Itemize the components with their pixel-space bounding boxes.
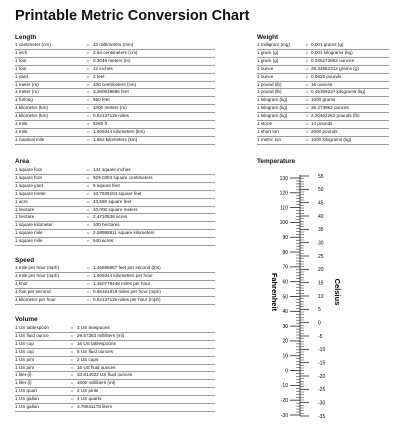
weight-row (257, 97, 389, 105)
length-row (15, 105, 215, 113)
fahrenheit-tick-label: -30 (280, 412, 288, 419)
to-unit: 12 inches (93, 65, 215, 73)
to-unit: 16 US fluid ounces (77, 364, 215, 372)
speed-table (15, 265, 215, 305)
to-unit: 3.78541178 liters (77, 404, 215, 412)
to-unit: 14 pounds (311, 121, 389, 129)
fahrenheit-tick-label: 90 (282, 235, 288, 242)
weight-row (257, 81, 389, 89)
from-unit: 1 US gallon (15, 396, 67, 404)
length-row (15, 81, 215, 89)
from-unit: 1 ounce (257, 65, 303, 73)
from-unit: 1 centimeter (cm) (15, 42, 83, 49)
volume-row (15, 364, 215, 372)
celsius-tick-label: -10 (318, 347, 326, 354)
from-unit: 1 square kilometer (15, 222, 83, 230)
to-unit: 1000 grams (311, 97, 389, 105)
celsius-tick-label: 30 (318, 240, 324, 247)
weight-row (257, 89, 389, 97)
fahrenheit-tick-label: 70 (282, 264, 288, 271)
equals-sign: = (83, 206, 93, 214)
to-unit: 1.46666667 feet per second (fps) (93, 265, 215, 272)
celsius-tick-label: 20 (318, 267, 324, 274)
to-unit: 8 US fluid ounces (77, 348, 215, 356)
celsius-tick-label: 0 (318, 320, 321, 327)
from-unit: 1 US cup (15, 340, 67, 348)
length-row (15, 121, 215, 129)
from-unit: 1 square mile (15, 238, 83, 246)
from-unit: 1 liter (l) (15, 380, 67, 388)
to-unit: 43,560 square feet (93, 198, 215, 206)
from-unit: 1 acre (15, 198, 83, 206)
celsius-tick-label: -20 (318, 373, 326, 380)
fahrenheit-tick-label: 80 (282, 249, 288, 256)
to-unit: 16 ounces (311, 81, 389, 89)
area-row (15, 238, 215, 246)
from-unit: 1 meter (m) (15, 89, 83, 97)
to-unit: 10.7639104 square feet (93, 190, 215, 198)
from-unit: 1 kilogram (kg) (257, 97, 303, 105)
from-unit: 1 liter (l) (15, 372, 67, 380)
length-heading: Length (15, 34, 37, 41)
speed-row (15, 288, 215, 296)
volume-row (15, 325, 215, 332)
area-row (15, 190, 215, 198)
speed-row (15, 280, 215, 288)
from-unit: 1 kilometer (km) (15, 113, 83, 121)
celsius-tick-label: -25 (318, 387, 326, 394)
equals-sign: = (303, 89, 311, 97)
from-unit: 1 foot (15, 65, 83, 73)
to-unit: 2.4710538 acres (93, 214, 215, 222)
temperature-heading: Temperature (257, 158, 296, 165)
to-unit: 100 hectares (93, 222, 215, 230)
speed-row (15, 296, 215, 304)
from-unit: 1 square mile (15, 230, 83, 238)
from-unit: 1 US gallon (15, 404, 67, 412)
to-unit: 4 US quarts (77, 396, 215, 404)
weight-heading: Weight (257, 34, 279, 41)
equals-sign: = (83, 65, 93, 73)
volume-row (15, 372, 215, 380)
length-row (15, 128, 215, 136)
to-unit: 640 acres (93, 238, 215, 246)
to-unit: 1.609344 kilometers per hour (93, 272, 215, 280)
equals-sign: = (83, 214, 93, 222)
to-unit: 9 square feet (93, 182, 215, 190)
fahrenheit-tick-label: 60 (282, 279, 288, 286)
equals-sign: = (67, 356, 77, 364)
equals-sign: = (83, 230, 93, 238)
equals-sign: = (303, 113, 311, 121)
equals-sign: = (83, 280, 93, 288)
weight-row (257, 49, 389, 57)
from-unit: 1 foot per second (15, 288, 83, 296)
to-unit: 33.814022 US fluid ounces (77, 372, 215, 380)
equals-sign: = (67, 332, 77, 340)
equals-sign: = (83, 128, 93, 136)
fahrenheit-tick-label: 120 (279, 190, 288, 197)
from-unit: 1 gram (g) (257, 57, 303, 65)
equals-sign: = (83, 265, 93, 272)
length-table (15, 42, 215, 145)
length-row (15, 97, 215, 105)
from-unit: 1 US pint (15, 364, 67, 372)
from-unit: 1 ounce (257, 73, 303, 81)
from-unit: 1 yard (15, 73, 83, 81)
equals-sign: = (303, 73, 311, 81)
equals-sign: = (83, 42, 93, 49)
to-unit: 28.34952312 grams (g) (311, 65, 389, 73)
volume-row (15, 348, 215, 356)
celsius-tick-label: -15 (318, 360, 326, 367)
area-heading: Area (15, 158, 30, 165)
fahrenheit-label: Fahrenheit (270, 272, 279, 312)
speed-row (15, 272, 215, 280)
length-row (15, 65, 215, 73)
celsius-tick-label: 5 (318, 307, 321, 314)
to-unit: 144 square inches (93, 167, 215, 174)
equals-sign: = (83, 81, 93, 89)
to-unit: 1.852 kilometers (km) (93, 136, 215, 144)
area-row (15, 198, 215, 206)
length-row (15, 42, 215, 49)
to-unit: 2 US pints (77, 388, 215, 396)
to-unit: 2.54 centimeters (cm) (93, 49, 215, 57)
from-unit: 1 mile per hour (mph) (15, 265, 83, 272)
equals-sign: = (83, 136, 93, 144)
to-unit: 2.20462262 pounds (lb) (311, 113, 389, 121)
from-unit: 1 mile per hour (mph) (15, 272, 83, 280)
area-row (15, 167, 215, 174)
to-unit: 35.273962 ounces (311, 105, 389, 113)
volume-row (15, 388, 215, 396)
equals-sign: = (67, 380, 77, 388)
equals-sign: = (83, 198, 93, 206)
to-unit: 5280 ft (93, 121, 215, 129)
equals-sign: = (303, 81, 311, 89)
to-unit: 3.280839895 feet (93, 89, 215, 97)
from-unit: 1 nautical mile (15, 136, 83, 144)
weight-row (257, 121, 389, 129)
from-unit: 1 square yard (15, 182, 83, 190)
volume-heading: Volume (15, 316, 38, 323)
celsius-tick-label: -35 (318, 413, 326, 420)
celsius-tick-label: -5 (318, 333, 323, 340)
equals-sign: = (67, 325, 77, 332)
from-unit: 1 knot (15, 280, 83, 288)
equals-sign: = (303, 65, 311, 73)
fahrenheit-tick-label: 10 (282, 353, 288, 360)
celsius-tick-label: 15 (318, 280, 324, 287)
weight-row (257, 105, 389, 113)
from-unit: 1 mile (15, 121, 83, 129)
equals-sign: = (303, 121, 311, 129)
volume-row (15, 340, 215, 348)
celsius-tick-label: 40 (318, 213, 324, 220)
fahrenheit-scale (280, 176, 300, 419)
fahrenheit-tick-label: 0 (285, 368, 288, 375)
equals-sign: = (67, 340, 77, 348)
equals-sign: = (83, 182, 93, 190)
fahrenheit-tick-label: -10 (280, 383, 288, 390)
from-unit: 1 pound (lb) (257, 89, 303, 97)
weight-table (257, 42, 389, 145)
to-unit: 3 US teaspoons (77, 325, 215, 332)
speed-row (15, 265, 215, 272)
from-unit: 1 mile (15, 128, 83, 136)
equals-sign: = (303, 57, 311, 65)
to-unit: 0.001 grams (g) (311, 42, 389, 49)
area-row (15, 230, 215, 238)
from-unit: 1 kilogram (kg) (257, 105, 303, 113)
length-row (15, 89, 215, 97)
from-unit: 1 inch (15, 49, 83, 57)
to-unit: 10,000 square meters (93, 206, 215, 214)
equals-sign: = (83, 49, 93, 57)
from-unit: 1 stone (257, 121, 303, 129)
equals-sign: = (303, 49, 311, 57)
equals-sign: = (67, 364, 77, 372)
to-unit: 929.0304 square centimeters (93, 174, 215, 182)
to-unit: 1.150779448 miles per hour (93, 280, 215, 288)
equals-sign: = (83, 296, 93, 304)
equals-sign: = (83, 222, 93, 230)
equals-sign: = (83, 174, 93, 182)
from-unit: 1 kilogram (kg) (257, 113, 303, 121)
to-unit: 1000 kilograms (kg) (311, 136, 389, 144)
celsius-tick-label: -30 (318, 400, 326, 407)
area-row (15, 206, 215, 214)
equals-sign: = (67, 396, 77, 404)
to-unit: 3 feet (93, 73, 215, 81)
equals-sign: = (83, 73, 93, 81)
from-unit: 1 gram (g) (257, 49, 303, 57)
to-unit: 29.57353 milliliters (ml) (77, 332, 215, 340)
length-row (15, 73, 215, 81)
area-row (15, 222, 215, 230)
equals-sign: = (83, 57, 93, 65)
from-unit: 1 square meter (15, 190, 83, 198)
weight-row (257, 136, 389, 144)
fahrenheit-tick-label: 100 (279, 220, 288, 227)
from-unit: 1 square foot (15, 174, 83, 182)
equals-sign: = (67, 348, 77, 356)
volume-row (15, 380, 215, 388)
equals-sign: = (83, 113, 93, 121)
to-unit: 1.609344 kilometers (km) (93, 128, 215, 136)
equals-sign: = (83, 238, 93, 246)
fahrenheit-tick-label: 50 (282, 294, 288, 301)
weight-row (257, 113, 389, 121)
area-row (15, 214, 215, 222)
equals-sign: = (83, 89, 93, 97)
equals-sign: = (67, 388, 77, 396)
area-table (15, 167, 215, 246)
to-unit: 2000 pounds (311, 128, 389, 136)
equals-sign: = (303, 97, 311, 105)
from-unit: 1 foot (15, 57, 83, 65)
equals-sign: = (83, 288, 93, 296)
celsius-tick-label: 50 (318, 187, 324, 194)
celsius-tick-label: 35 (318, 227, 324, 234)
weight-row (257, 65, 389, 73)
equals-sign: = (83, 105, 93, 113)
from-unit: 1 furlong (15, 97, 83, 105)
to-unit: 0.68181818 miles per hour (mph) (93, 288, 215, 296)
from-unit: 1 short ton (257, 128, 303, 136)
area-row (15, 182, 215, 190)
fahrenheit-tick-label: 20 (282, 338, 288, 345)
equals-sign: = (303, 128, 311, 136)
equals-sign: = (67, 404, 77, 412)
to-unit: 1000 milliliters (ml) (77, 380, 215, 388)
from-unit: 1 hectare (15, 206, 83, 214)
from-unit: 1 US pint (15, 356, 67, 364)
from-unit: 1 US fluid ounce (15, 332, 67, 340)
celsius-tick-label: 10 (318, 293, 324, 300)
equals-sign: = (303, 42, 311, 49)
to-unit: 660 feet (93, 97, 215, 105)
speed-heading: Speed (15, 257, 35, 264)
to-unit: 1000 meters (m) (93, 105, 215, 113)
from-unit: 1 milligram (mg) (257, 42, 303, 49)
fahrenheit-tick-label: 40 (282, 309, 288, 316)
thermometer-scale (257, 168, 397, 428)
equals-sign: = (303, 136, 311, 144)
area-row (15, 174, 215, 182)
to-unit: 0.0625 pounds (311, 73, 389, 81)
from-unit: 1 kilometer (km) (15, 105, 83, 113)
to-unit: 0.62137119 miles (93, 113, 215, 121)
equals-sign: = (83, 272, 93, 280)
from-unit: 1 US quart (15, 388, 67, 396)
to-unit: 100 centimeters (cm) (93, 81, 215, 89)
to-unit: 16 US tablespoons (77, 340, 215, 348)
fahrenheit-tick-label: 110 (280, 205, 288, 212)
from-unit: 1 US cup (15, 348, 67, 356)
volume-row (15, 332, 215, 340)
equals-sign: = (83, 97, 93, 105)
celsius-label: Celsius (333, 278, 342, 306)
weight-row (257, 73, 389, 81)
celsius-tick-label: 25 (318, 253, 324, 260)
from-unit: 1 US tablespoon (15, 325, 67, 332)
from-unit: 1 hectare (15, 214, 83, 222)
length-row (15, 113, 215, 121)
to-unit: 0.001 kilograms (kg) (311, 49, 389, 57)
to-unit: 0.62137119 miles per hour (mph) (93, 296, 215, 304)
fahrenheit-tick-label: 30 (282, 323, 288, 330)
length-row (15, 57, 215, 65)
to-unit: 10 millimeters (mm) (93, 42, 215, 49)
from-unit: 1 meter (m) (15, 81, 83, 89)
equals-sign: = (83, 167, 93, 174)
equals-sign: = (83, 190, 93, 198)
length-row (15, 136, 215, 144)
weight-row (257, 57, 389, 65)
volume-row (15, 356, 215, 364)
celsius-tick-label: 55 (318, 173, 324, 180)
celsius-tick-label: 45 (318, 200, 324, 207)
to-unit: 2 US cups (77, 356, 215, 364)
from-unit: 1 metric ton (257, 136, 303, 144)
to-unit: 0.3048 meters (m) (93, 57, 215, 65)
equals-sign: = (67, 372, 77, 380)
equals-sign: = (83, 121, 93, 129)
to-unit: 0.45359237 kilograms (kg) (311, 89, 389, 97)
from-unit: 1 square foot (15, 167, 83, 174)
volume-row (15, 396, 215, 404)
from-unit: 1 kilometer per hour (15, 296, 83, 304)
volume-row (15, 404, 215, 412)
fahrenheit-tick-label: -20 (280, 397, 288, 404)
volume-table (15, 325, 215, 412)
equals-sign: = (303, 105, 311, 113)
page-title: Printable Metric Conversion Chart (15, 8, 250, 24)
celsius-scale (300, 174, 325, 420)
length-row (15, 49, 215, 57)
to-unit: 2.58998811 square kilometers (93, 230, 215, 238)
from-unit: 1 pound (lb) (257, 81, 303, 89)
weight-row (257, 42, 389, 49)
weight-row (257, 128, 389, 136)
fahrenheit-tick-label: 130 (279, 175, 288, 182)
to-unit: 0.035273962 ounces (311, 57, 389, 65)
